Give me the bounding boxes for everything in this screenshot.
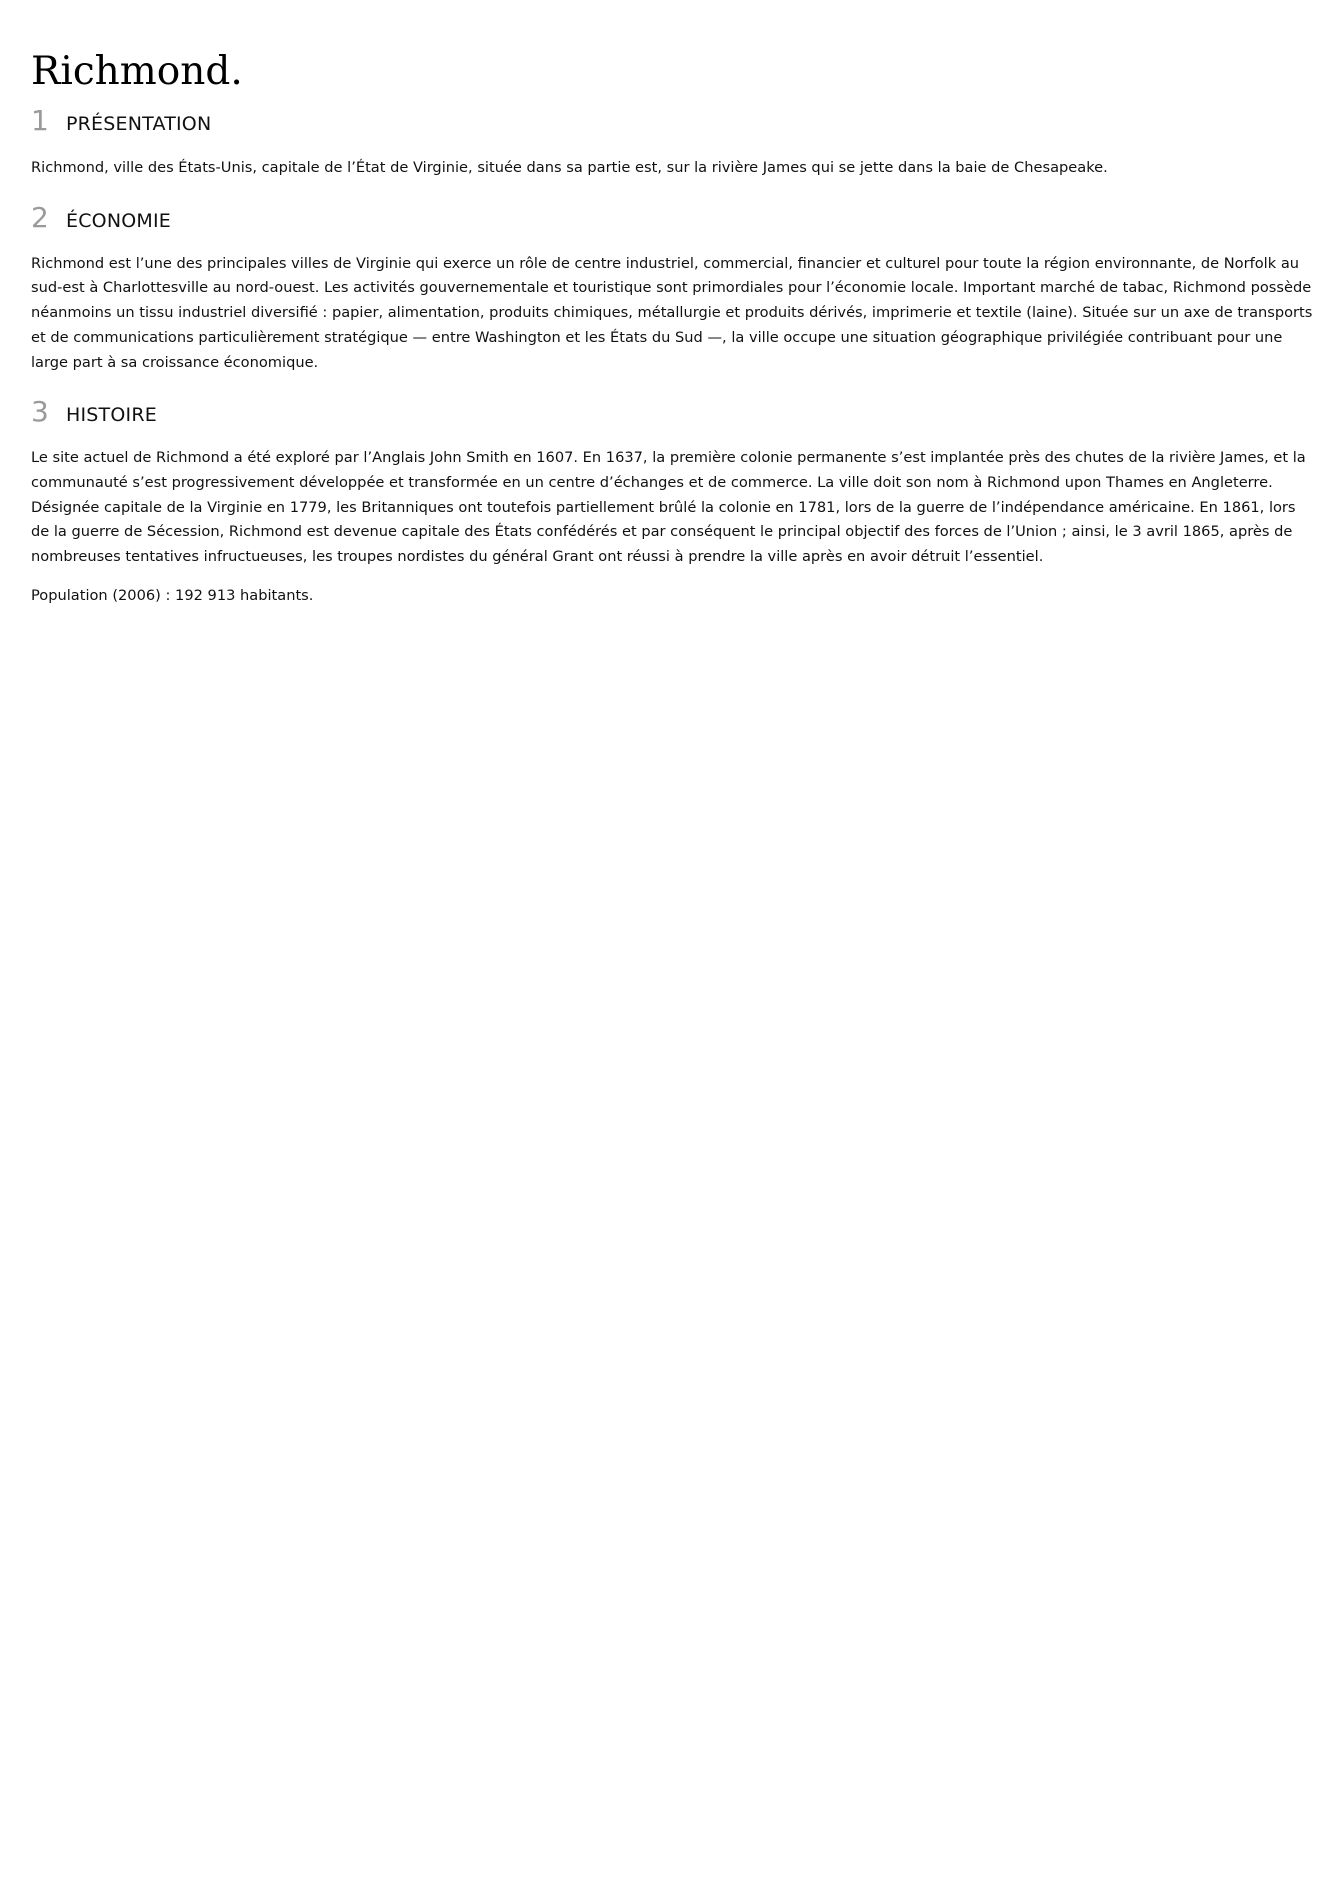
section-number: 3 [31,395,49,429]
section-number: 1 [31,104,49,137]
page-title: Richmond. [31,49,243,94]
section-title: ÉCONOMIE [66,209,171,232]
paragraph-presentation: Richmond, ville des États-Unis, capitale de l’État de Virginie, située dans sa partie est, sur la rivière James qui se jette dans la baie de Chesapeake. [31,159,1108,176]
section-heading-histoire [31,393,1317,431]
section-title: PRÉSENTATION [66,113,212,135]
section-heading-economie [31,199,1317,237]
paragraph-histoire: Le site actuel de Richmond a été exploré par l’Anglais John Smith en 1607. En 1637, la première colonie permanente s’est implantée près des chutes de la rivière James, et la communauté s’est progressivement développée et transformée en un centre d’échanges et de commerce. La ville doit son nom à Richmond upon Thames en Angleterre. Désignée capitale de la Virginie en 1779, les Britanniques ont toutefois partiellement brûlé la colonie en 1781, lors de la guerre de l’indépendance américaine. En 1861, lors de la guerre de Sécession, Richmond est devenue capitale des États confédérés et par conséquent le principal objectif des forces de l’Union ; ainsi, le 3 avril 1865, après de nombreuses tentatives infructueuses, les troupes nordistes du général Grant ont réussi à prendre la ville après en avoir détruit l’essentiel. [31,449,1306,566]
section-heading-presentation [31,102,1317,140]
document-page [31,46,1317,608]
paragraph-population: Population (2006) : 192 913 habitants. [31,586,314,604]
section-title: HISTOIRE [66,404,157,427]
paragraph-economie: Richmond est l’une des principales villes de Virginie qui exerce un rôle de centre industriel, commercial, financier et culturel pour toute la région environnante, de Norfolk au sud-est à Charlottesville au nord-ouest. Les activités gouvernementale et touristique sont primordiales pour l’économie locale. Important marché de tabac, Richmond possède néanmoins un tissu industriel diversifié : papier, alimentation, produits chimiques, métallurgie et produits dérivés, imprimerie et textile (laine). Située sur un axe de transports et de communications particulièrement stratégique — entre Washington et les États du Sud —, la ville occupe une situation géographique privilégiée contribuant pour une large part à sa croissance économique. [31,254,1313,371]
section-number: 2 [31,200,49,234]
